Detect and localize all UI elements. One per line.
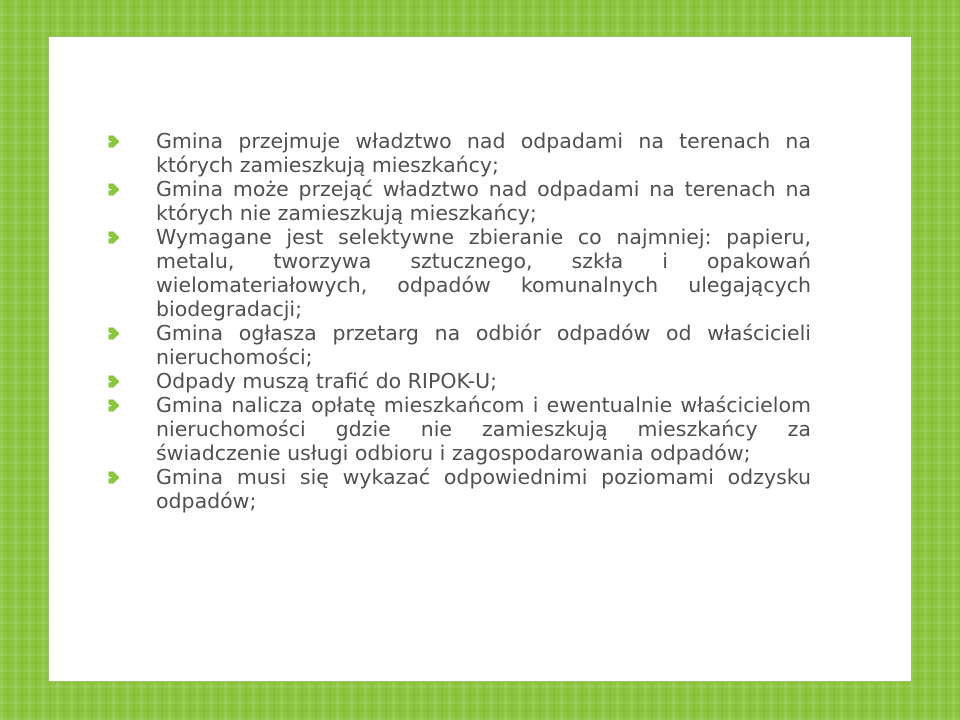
bullet-text: Gmina przejmuje władztwo nad odpadami na terenach na których zamieszkują mieszkańcy; [156,129,811,177]
bullet-item [108,177,811,225]
square-arrow-bullet-icon [108,471,120,484]
bullet-item [108,225,811,321]
bullet-item [108,393,811,465]
square-arrow-bullet-icon [108,399,120,412]
bullet-text: Gmina musi się wykazać odpowiednimi poziomami odzysku odpadów; [156,465,811,513]
bullet-text: Odpady muszą trafić do RIPOK-U; [156,369,498,393]
square-arrow-bullet-icon [108,183,120,196]
square-arrow-bullet-icon [108,231,120,244]
bullet-item [108,465,811,513]
bullet-text: Wymagane jest selektywne zbieranie co najmniej: papieru, metalu, tworzywa sztucznego, szkła i opakowań wielomateriałowych, odpadów komunalnych ulegających biodegradacji; [156,225,811,321]
bullet-text: Gmina nalicza opłatę mieszkańcom i ewentualnie właścicielom nieruchomości gdzie nie zamieszkują mieszkańcy za świadczenie usługi odbioru i zagospodarowania odpadów; [156,393,811,465]
bullet-list [108,129,811,513]
square-arrow-bullet-icon [108,135,120,148]
square-arrow-bullet-icon [108,375,120,388]
bullet-text: Gmina ogłasza przetarg na odbiór odpadów od właścicieli nieruchomości; [156,321,811,369]
bullet-item [108,321,811,369]
bullet-item [108,129,811,177]
bullet-item [108,369,811,393]
bullet-text: Gmina może przejąć władztwo nad odpadami na terenach na których nie zamieszkują mieszkańcy; [156,177,811,225]
square-arrow-bullet-icon [108,327,120,340]
